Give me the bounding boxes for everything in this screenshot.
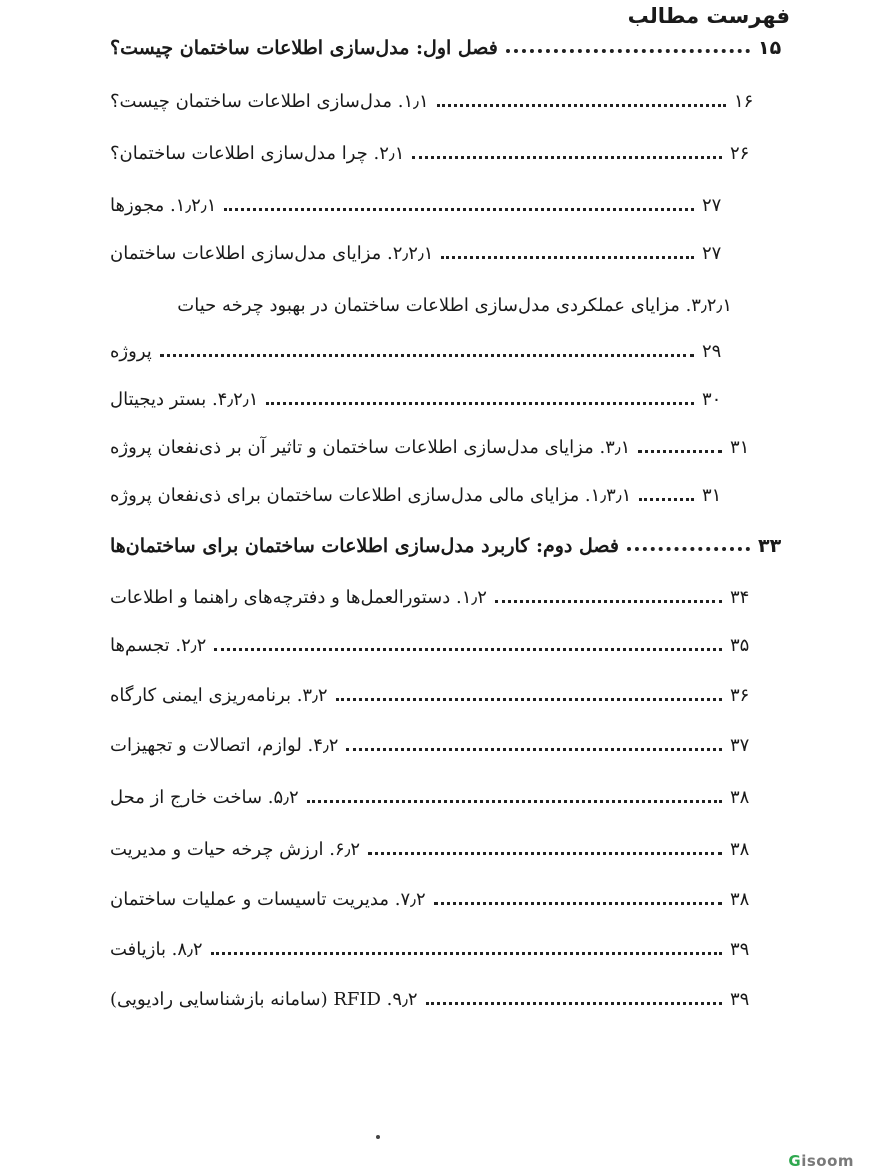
toc-entry[interactable] <box>110 194 732 218</box>
toc-entry[interactable] <box>110 586 760 610</box>
toc-entry-label: ۹٫۲. RFID (سامانه بازشناسایی رادیویی) <box>110 989 418 1010</box>
stray-dot <box>376 1135 380 1139</box>
toc-page-number: ۳۳ <box>758 535 782 557</box>
toc-page-number: ۳۱ <box>702 485 722 506</box>
dot-leader <box>346 748 722 751</box>
toc-entry[interactable] <box>110 484 732 508</box>
dot-leader <box>434 902 722 905</box>
toc-page-number: ۳۷ <box>730 735 750 756</box>
toc-entry-label: ۵٫۲. ساخت خارج از محل <box>110 787 299 808</box>
toc-page-number: ۲۶ <box>730 143 750 164</box>
toc-page-number: ۲۷ <box>702 195 722 216</box>
toc-entry[interactable] <box>110 388 732 412</box>
dot-leader <box>437 104 726 107</box>
toc-entry[interactable] <box>110 734 760 758</box>
toc-entry[interactable] <box>110 988 760 1012</box>
toc-entry-label: ۱٫۲. دستورالعمل‌ها و دفترچه‌های راهنما و اطلاعات <box>110 587 487 608</box>
gisoom-logo: Gisoom <box>788 1152 854 1170</box>
toc-entry[interactable] <box>110 90 764 114</box>
toc-entry-label: ۲٫۲. تجسم‌ها <box>110 635 207 656</box>
toc-page-number: ۳۵ <box>730 635 750 656</box>
toc-page-number: ۳۰ <box>702 389 722 410</box>
toc-entry[interactable] <box>110 634 760 658</box>
toc-page-number: ۱۶ <box>734 91 754 112</box>
toc-entry-label: ۱٫۳٫۱. مزایای مالی مدل‌سازی اطلاعات ساختمان برای ذی‌نفعان پروژه <box>110 485 632 506</box>
dot-leader <box>495 600 722 603</box>
toc-entry-label: ۷٫۲. مدیریت تاسیسات و عملیات ساختمان <box>110 889 426 910</box>
toc-page-number: ۳۶ <box>730 685 750 706</box>
dot-leader <box>214 648 722 651</box>
toc-page-number: ۳۸ <box>730 889 750 910</box>
toc-entry[interactable] <box>110 786 760 810</box>
toc-entry-label: ۴٫۲٫۱. بستر دیجیتال <box>110 389 259 410</box>
toc-entry-label: ۶٫۲. ارزش چرخه حیات و مدیریت <box>110 839 361 860</box>
toc-entry[interactable] <box>110 340 732 364</box>
dot-leader <box>627 547 750 551</box>
dot-leader <box>638 450 722 453</box>
toc-entry[interactable] <box>110 838 760 862</box>
toc-chapter-1[interactable] <box>110 36 788 60</box>
dot-leader <box>639 498 694 501</box>
page-title: فهرست مطالب <box>627 4 790 28</box>
toc-page-number: ۳۴ <box>730 587 750 608</box>
dot-leader <box>160 354 694 357</box>
dot-leader <box>307 800 722 803</box>
toc-entry-label: ۱٫۱. مدل‌سازی اطلاعات ساختمان چیست؟ <box>110 91 429 112</box>
dot-leader <box>412 156 722 159</box>
dot-leader <box>266 402 694 405</box>
toc-entry-label: ۳٫۱. مزایای مدل‌سازی اطلاعات ساختمان و تاثیر آن بر ذی‌نفعان پروژه <box>110 437 631 458</box>
toc-page-number: ۲۹ <box>702 341 722 362</box>
toc-entry-label: ۲٫۱. چرا مدل‌سازی اطلاعات ساختمان؟ <box>110 143 405 164</box>
dot-leader <box>441 256 694 259</box>
toc-entry[interactable] <box>110 242 732 266</box>
dot-leader <box>336 698 722 701</box>
dot-leader <box>426 1002 722 1005</box>
toc-entry[interactable] <box>110 684 760 708</box>
toc-entry-label: فصل دوم: کاربرد مدل‌سازی اطلاعات ساختمان برای ساختمان‌ها <box>110 535 619 557</box>
dot-leader <box>368 852 722 855</box>
toc-page-number: ۳۹ <box>730 989 750 1010</box>
toc-entry-label: ۱٫۲٫۱. مجوزها <box>110 195 217 216</box>
toc-page-number: ۳۹ <box>730 939 750 960</box>
toc-entry-label: ۸٫۲. بازیافت <box>110 939 203 960</box>
dot-leader <box>211 952 722 955</box>
toc-entry-label: فصل اول: مدل‌سازی اطلاعات ساختمان چیست؟ <box>110 37 498 59</box>
toc-entry-label-line1[interactable]: ۳٫۲٫۱. مزایای عملکردی مدل‌سازی اطلاعات ساختمان در بهبود چرخه حیات <box>177 295 732 316</box>
dot-leader <box>506 49 750 53</box>
toc-page-number: ۳۸ <box>730 839 750 860</box>
toc-entry[interactable] <box>110 142 760 166</box>
toc-page-number: ۳۸ <box>730 787 750 808</box>
toc-entry[interactable] <box>110 888 760 912</box>
toc-chapter-2[interactable] <box>110 534 788 558</box>
toc-entry-label: ۴٫۲. لوازم، اتصالات و تجهیزات <box>110 735 339 756</box>
toc-page-number: ۳۱ <box>730 437 750 458</box>
toc-page-number: ۲۷ <box>702 243 722 264</box>
toc-page-number: ۱۵ <box>758 37 782 59</box>
dot-leader <box>224 208 694 211</box>
toc-entry-label: ۲٫۲٫۱. مزایای مدل‌سازی اطلاعات ساختمان <box>110 243 434 264</box>
toc-entry-label: ۳٫۲. برنامه‌ریزی ایمنی کارگاه <box>110 685 328 706</box>
toc-entry[interactable] <box>110 436 760 460</box>
toc-entry-label-cont: پروژه <box>110 341 152 362</box>
toc-entry[interactable] <box>110 938 760 962</box>
